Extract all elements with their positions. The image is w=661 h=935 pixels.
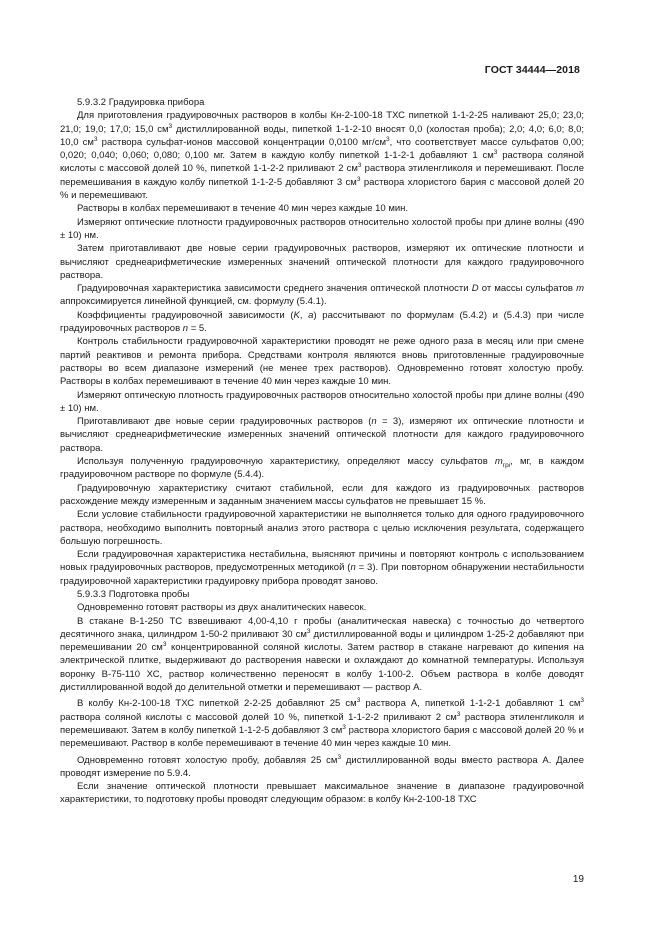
paragraph: Для приготовления градуировочных растворов в колбы Кн-2-100-18 ТХС пипеткой 1-1-2-25 наливают 25,0; 23,0; 21,0; 19,0; 17,0; 15,0 $см^3$ дистиллированной воды, пипеткой 1-1-2-10 вносят 0,0 (холостая проба); 2,0; 4,0; 6,0; 8,0; 10,0 $см^3$ раствора сульфат-ионов массовой концентрации 0,0100 $мг/см^3$, что соответствует массе сульфатов 0,00; 0,020; 0,040; 0,060; 0,080; 0,100 мг. Затем в каждую колбу пипеткой 1-1-2-1 добавляют 1 $см^3$ раствора соляной кислоты с массовой долей 10 %, пипеткой 1-1-2-2 приливают 2 $см^3$ раствора этиленгликоля и перемешивают. После перемешивания в каждую колбу пипеткой 1-1-2-5 добавляют 3 $см^3$ раствора хлористого бария с массовой долей 20 % и перемешивают. bbox=[60, 110, 585, 202]
paragraph: В колбу Кн-2-100-18 ТХС пипеткой 2-2-25 добавляют 25 $см^3$ раствора А, пипеткой 1-1-2-1 добавляют 1 $см^3$ раствора соляной кислоты с массовой долей 10 %, пипеткой 1-1-2-2 приливают 2 $см^3$ раствора этиленгликоля и перемешивают. Затем в колбу пипеткой 1-1-2-5 добавляют 3 $см^3$ раствора хлористого бария с массовой долей 20 % и перемешивают. Раствор в колбе перемешивают в течение 40 мин через каждые 10 мин. bbox=[60, 697, 585, 750]
paragraph: Если условие стабильности градуировочной характеристики не выполняется только для одного градуировочного раствора, необходимо выполнить повторный анализ этого раствора с целью исключения результата, содержащего большую погрешность. bbox=[60, 509, 584, 547]
document-header: ГОСТ 34444—2018 bbox=[484, 64, 580, 76]
paragraph: В стакане В-1-250 ТС взвешивают 4,00-4,10 г пробы (аналитическая навеска) с точностью до четвертого десятичного знака, цилиндром 1-50-2 приливают 30 $см^3$ дистиллированной воды и цилиндром 1-25-2 добавляют при перемешивании 20 $см^3$ концентрированной соляной кислоты. Затем раствор в стакане нагревают до кипения на электрической плитке, выдерживают до растворения навески и охлаждают до комнатной температуры. Используя воронку В-75-110 ХС, раствор количественно переносят в колбу 1-100-2. Объем раствора в колбе доводят дистиллированной водой до делительной отметки и перемешивают — раствор А. bbox=[60, 615, 585, 694]
section-heading: 5.9.3.2 Градуировка прибора bbox=[77, 97, 205, 108]
paragraph: Одновременно готовят холостую пробу, добавляя 25 $см^3$ дистиллированной воды вместо раствора А. Далее проводят измерение по 5.9.4. bbox=[60, 753, 584, 779]
paragraph: Измеряют оптическую плотность градуировочных растворов относительно холостой пробы при длине волны (490 ± 10) нм. bbox=[60, 389, 584, 414]
section-heading: 5.9.3.3 Подготовка пробы bbox=[77, 588, 190, 600]
paragraph: Градуировочная характеристика зависимости среднего значения оптической плотности D от массы сульфатов m аппроксимируется линейной функцией, см. формулу (5.4.1). bbox=[60, 283, 584, 308]
paragraph: Приготавливают две новые серии градуировочных растворов (n = 3), измеряют их оптические плотности и вычисляют среднеарифметические измеренных значений оптической плотности для каждого градуировочного раствора. bbox=[60, 416, 585, 454]
paragraph: Градуировочную характеристику считают стабильной, если для каждого из градуировочных растворов расхождение между измеренным и заданным значением массы сульфатов не превышает 15 %. bbox=[60, 482, 584, 507]
page-number: 19 bbox=[572, 874, 584, 885]
paragraph: Коэффициенты градуировочной зависимости (K, a) рассчитывают по формулам (5.4.2) и (5.4.3) при числе градуировочных растворов n = 5. bbox=[60, 309, 584, 335]
paragraph: Если значение оптической плотности превышает максимальное значение в диапазоне градуировочной характеристики, то подготовку пробы проводят следующим образом: в колбу Кн-2-100-18 ТХС bbox=[60, 781, 584, 806]
document-body bbox=[60, 96, 584, 807]
paragraph: Одновременно готовят растворы из двух аналитических навесок. bbox=[77, 602, 367, 614]
paragraph: Измеряют оптические плотности градуировочных растворов относительно холостой пробы при длине волны (490 ± 10) нм. bbox=[60, 216, 584, 241]
paragraph: Используя полученную градуировочную характеристику, определяют массу сульфатов $m_{грi}$, мг, в каждом градуировочном растворе по формуле (5.4.4). bbox=[60, 456, 585, 481]
paragraph: Если градуировочная характеристика нестабильна, выясняют причины и повторяют контроль с использованием новых градуировочных растворов, предусмотренных методикой (n = 3). При повторном обнаружении нестабильности градуировочной характеристики градуировку прибора проводят заново. bbox=[60, 549, 584, 587]
paragraph: Растворы в колбах перемешивают в течение 40 мин через каждые 10 мин. bbox=[77, 203, 409, 215]
paragraph: Затем приготавливают две новые серии градуировочных растворов, измеряют их оптические плотности и вычисляют среднеарифметические измеренных значений оптической плотности для каждого градуировочного раствора. bbox=[60, 243, 584, 281]
paragraph: Контроль стабильности градуировочной характеристики проводят не реже одного раза в месяц или при смене партий реактивов и ремонта прибора. Средствами контроля являются вновь приготовленные градуировочные растворы во всем диапазоне измерений (не менее трех растворов). Одновременно готовят холостую пробу. Растворы в колбах перемешивают в течение 40 мин через каждые 10 мин. bbox=[60, 336, 584, 388]
